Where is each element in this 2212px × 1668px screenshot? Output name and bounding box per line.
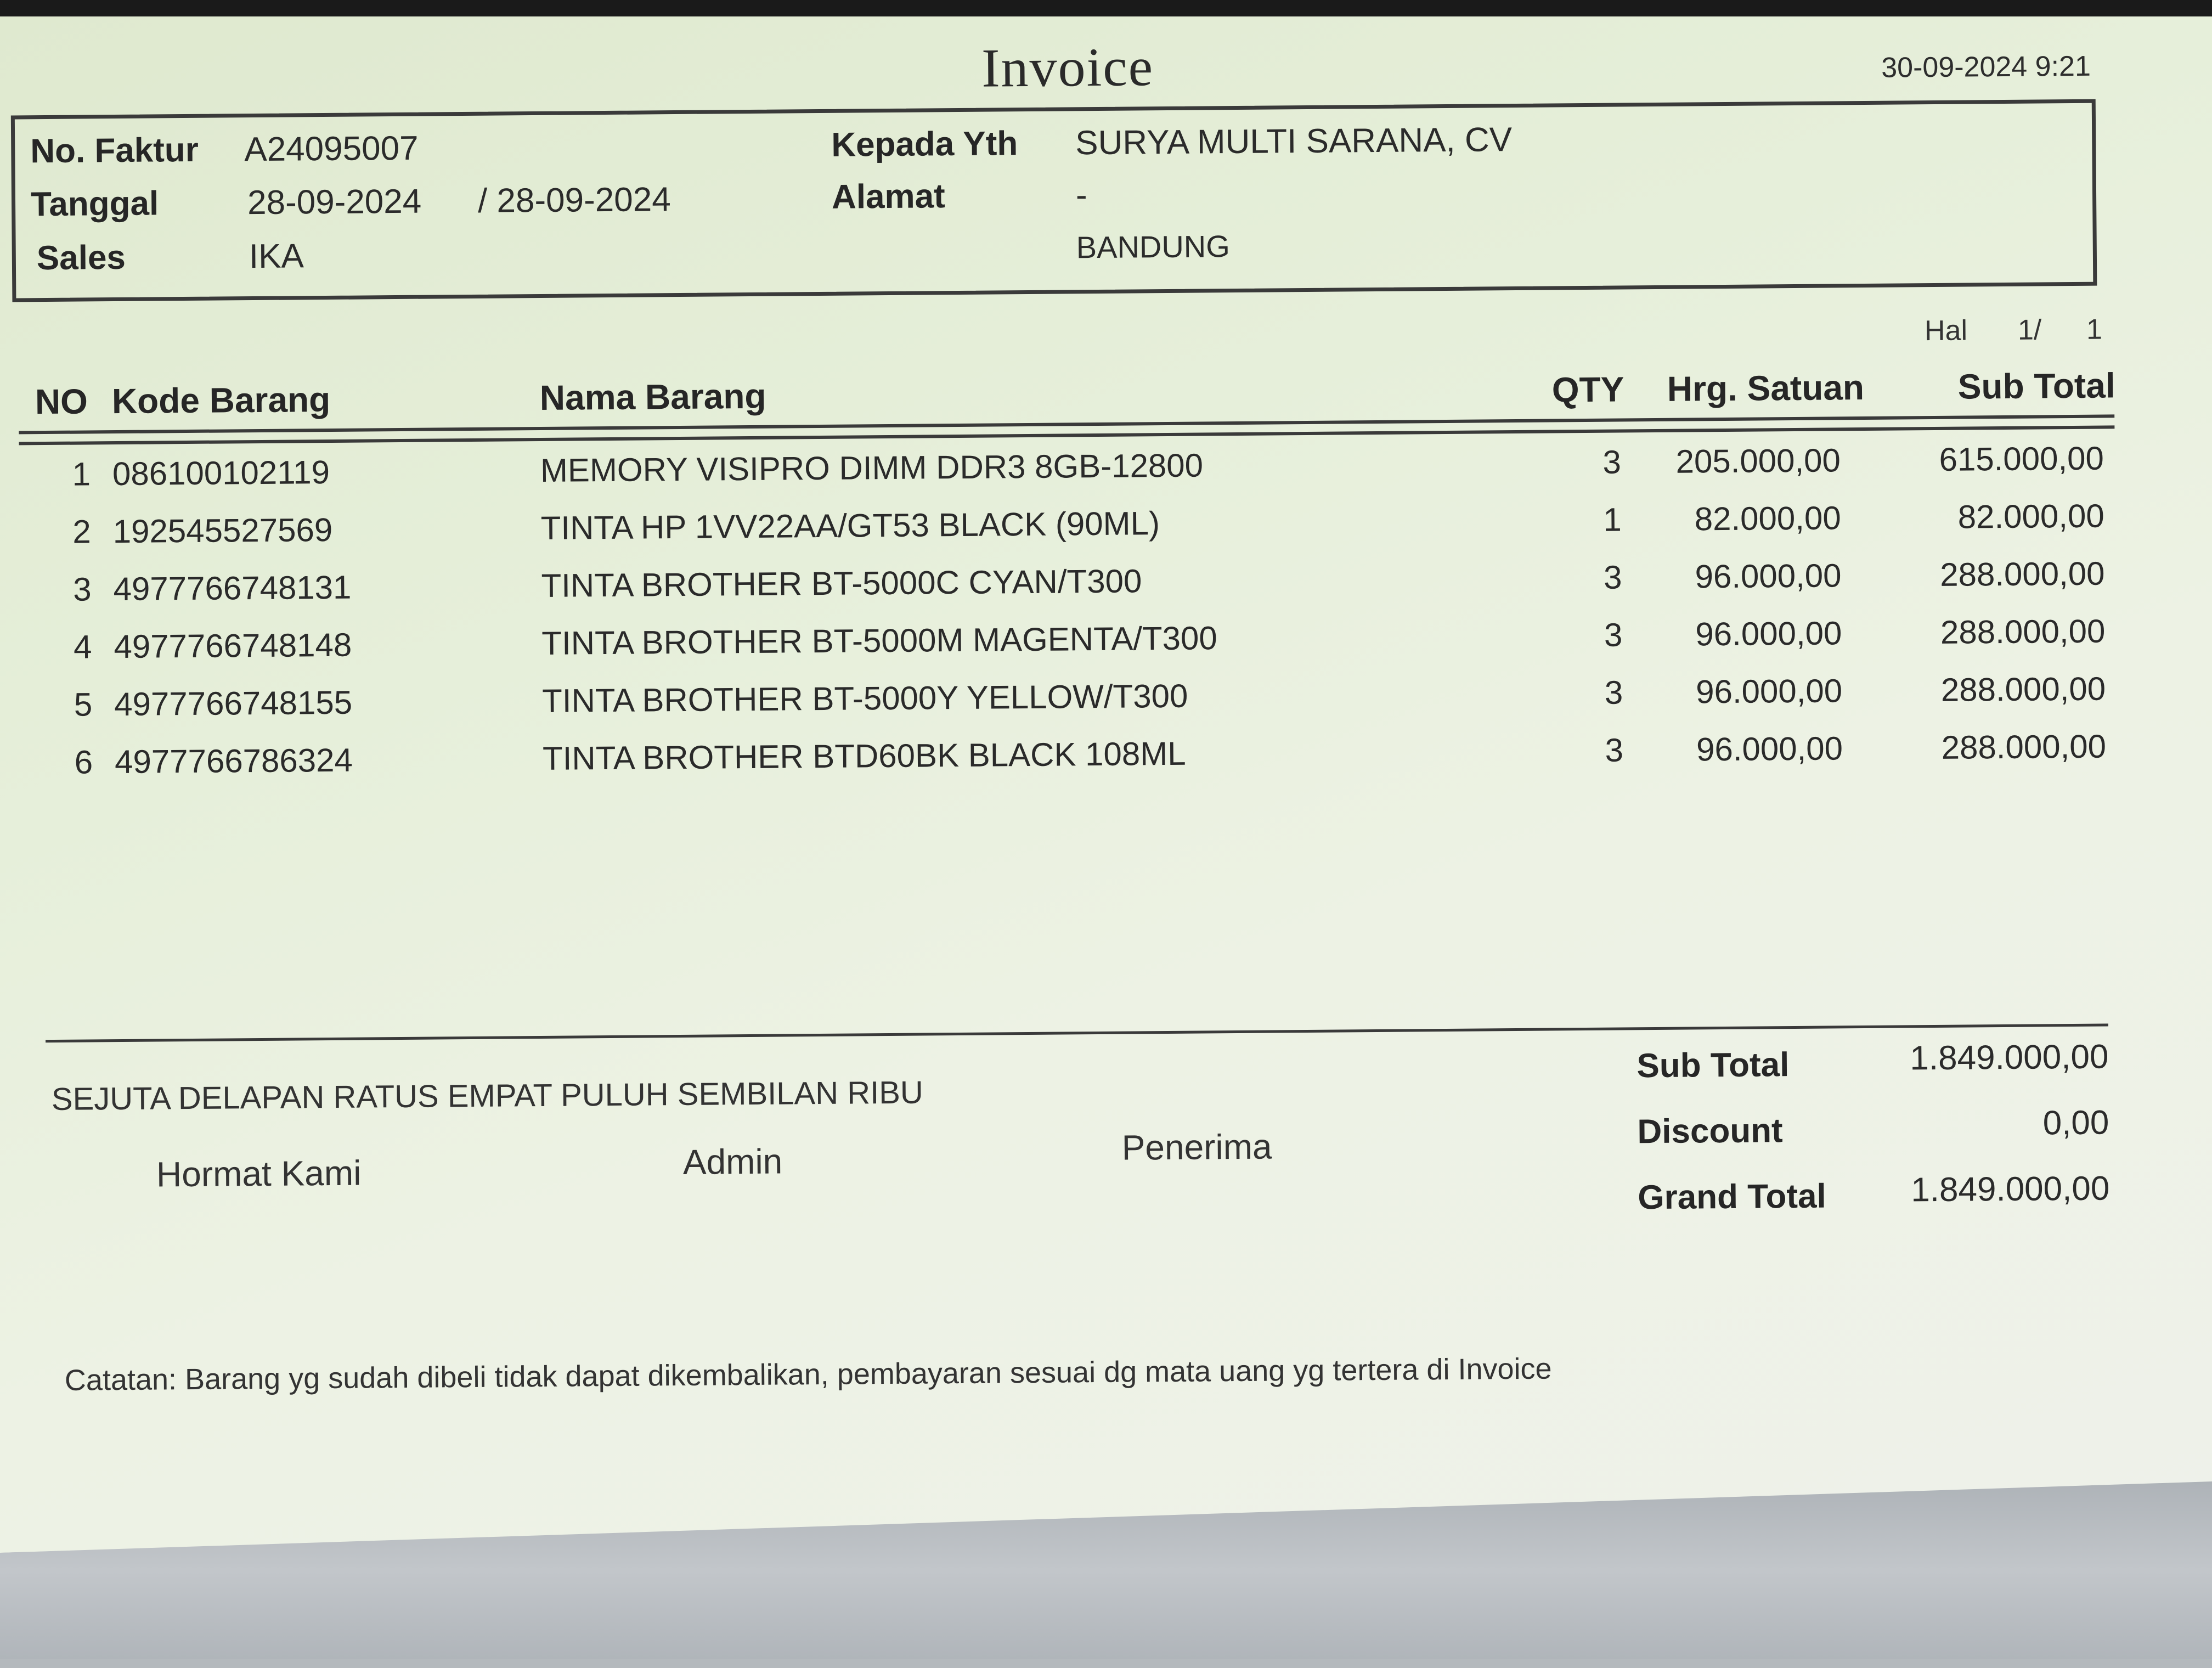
row-no: 5 <box>74 686 93 723</box>
row-subtotal: 288.000,00 <box>1939 555 2105 593</box>
row-no: 3 <box>72 571 92 608</box>
row-kode: 086100102119 <box>112 453 330 493</box>
row-harga: 82.000,00 <box>1694 499 1841 538</box>
col-harga-satuan: Hrg. Satuan <box>1667 367 1865 409</box>
row-qty: 3 <box>1604 616 1623 653</box>
row-nama: TINTA BROTHER BT-5000Y YELLOW/T300 <box>541 677 1188 719</box>
footer-rule <box>46 1024 2108 1043</box>
row-qty: 3 <box>1604 674 1623 711</box>
row-kode: 4977766748131 <box>113 568 352 608</box>
print-timestamp: 30-09-2024 9:21 <box>1881 50 2091 84</box>
row-subtotal: 288.000,00 <box>1940 670 2106 708</box>
header-rule-top <box>19 414 2114 434</box>
col-qty: QTY <box>1551 369 1624 410</box>
alamat-line1: - <box>1075 176 1087 215</box>
subtotal-label: Sub Total <box>1637 1046 1790 1085</box>
row-no: 1 <box>72 455 91 493</box>
col-nama-barang: Nama Barang <box>539 376 766 418</box>
sales-value: IKA <box>249 237 304 276</box>
row-harga: 96.000,00 <box>1696 730 1843 768</box>
alamat-line2: BANDUNG <box>1076 229 1231 265</box>
row-subtotal: 288.000,00 <box>1941 728 2107 766</box>
row-no: 4 <box>73 628 92 666</box>
row-no: 2 <box>72 513 92 550</box>
invoice-note: Catatan: Barang yg sudah dibeli tidak dapat dikembalikan, pembayaran sesuai dg mata uang yg tertera di Invoice <box>64 1352 1552 1397</box>
terbilang-text: SEJUTA DELAPAN RATUS EMPAT PULUH SEMBILAN RIBU <box>51 1074 924 1117</box>
row-nama: TINTA HP 1VV22AA/GT53 BLACK (90ML) <box>540 505 1160 546</box>
signature-admin: Admin <box>682 1141 783 1182</box>
kepada-value: SURYA MULTI SARANA, CV <box>1075 121 1513 162</box>
row-kode: 192545527569 <box>112 511 333 550</box>
subtotal-value: 1.849.000,00 <box>1910 1038 2109 1078</box>
row-kode: 4977766748148 <box>114 626 352 666</box>
kepada-label: Kepada Yth <box>831 125 1018 164</box>
signature-penerima: Penerima <box>1121 1126 1272 1168</box>
sales-label: Sales <box>36 238 126 278</box>
no-faktur-label: No. Faktur <box>30 131 199 171</box>
row-kode: 4977766748155 <box>114 684 353 723</box>
tanggal-due-value: / 28-09-2024 <box>477 181 671 220</box>
no-faktur-value: A24095007 <box>244 129 419 169</box>
row-nama: TINTA BROTHER BTD60BK BLACK 108ML <box>542 735 1186 777</box>
row-harga: 96.000,00 <box>1695 672 1843 711</box>
page-label: Hal <box>1924 314 1968 347</box>
row-qty: 3 <box>1602 443 1622 481</box>
row-subtotal: 615.000,00 <box>1939 439 2104 478</box>
col-no: NO <box>35 381 88 422</box>
row-harga: 96.000,00 <box>1695 557 1842 595</box>
row-qty: 3 <box>1605 731 1624 769</box>
row-nama: TINTA BROTHER BT-5000M MAGENTA/T300 <box>541 619 1218 662</box>
tanggal-label: Tanggal <box>30 184 159 224</box>
tanggal-value: 28-09-2024 <box>247 182 422 222</box>
row-kode: 4977766786324 <box>114 741 353 781</box>
col-kode-barang: Kode Barang <box>111 379 331 421</box>
signature-hormat-kami: Hormat Kami <box>156 1153 362 1194</box>
page-total: 1 <box>2086 313 2103 346</box>
row-subtotal: 288.000,00 <box>1940 612 2106 651</box>
grand-total-value: 1.849.000,00 <box>1911 1169 2110 1209</box>
grand-total-label: Grand Total <box>1638 1177 1826 1217</box>
page-current: 1/ <box>2017 314 2042 346</box>
row-no: 6 <box>74 743 93 781</box>
col-sub-total: Sub Total <box>1957 365 2115 407</box>
row-nama: MEMORY VISIPRO DIMM DDR3 8GB-12800 <box>540 447 1204 489</box>
row-qty: 1 <box>1603 501 1622 538</box>
row-harga: 96.000,00 <box>1695 615 1842 653</box>
row-qty: 3 <box>1603 559 1622 596</box>
alamat-label: Alamat <box>831 177 946 216</box>
discount-value: 0,00 <box>2042 1103 2109 1142</box>
row-subtotal: 82.000,00 <box>1957 497 2104 536</box>
row-nama: TINTA BROTHER BT-5000C CYAN/T300 <box>541 562 1142 604</box>
discount-label: Discount <box>1637 1112 1783 1151</box>
row-harga: 205.000,00 <box>1675 442 1841 480</box>
invoice-title: Invoice <box>981 36 1154 99</box>
